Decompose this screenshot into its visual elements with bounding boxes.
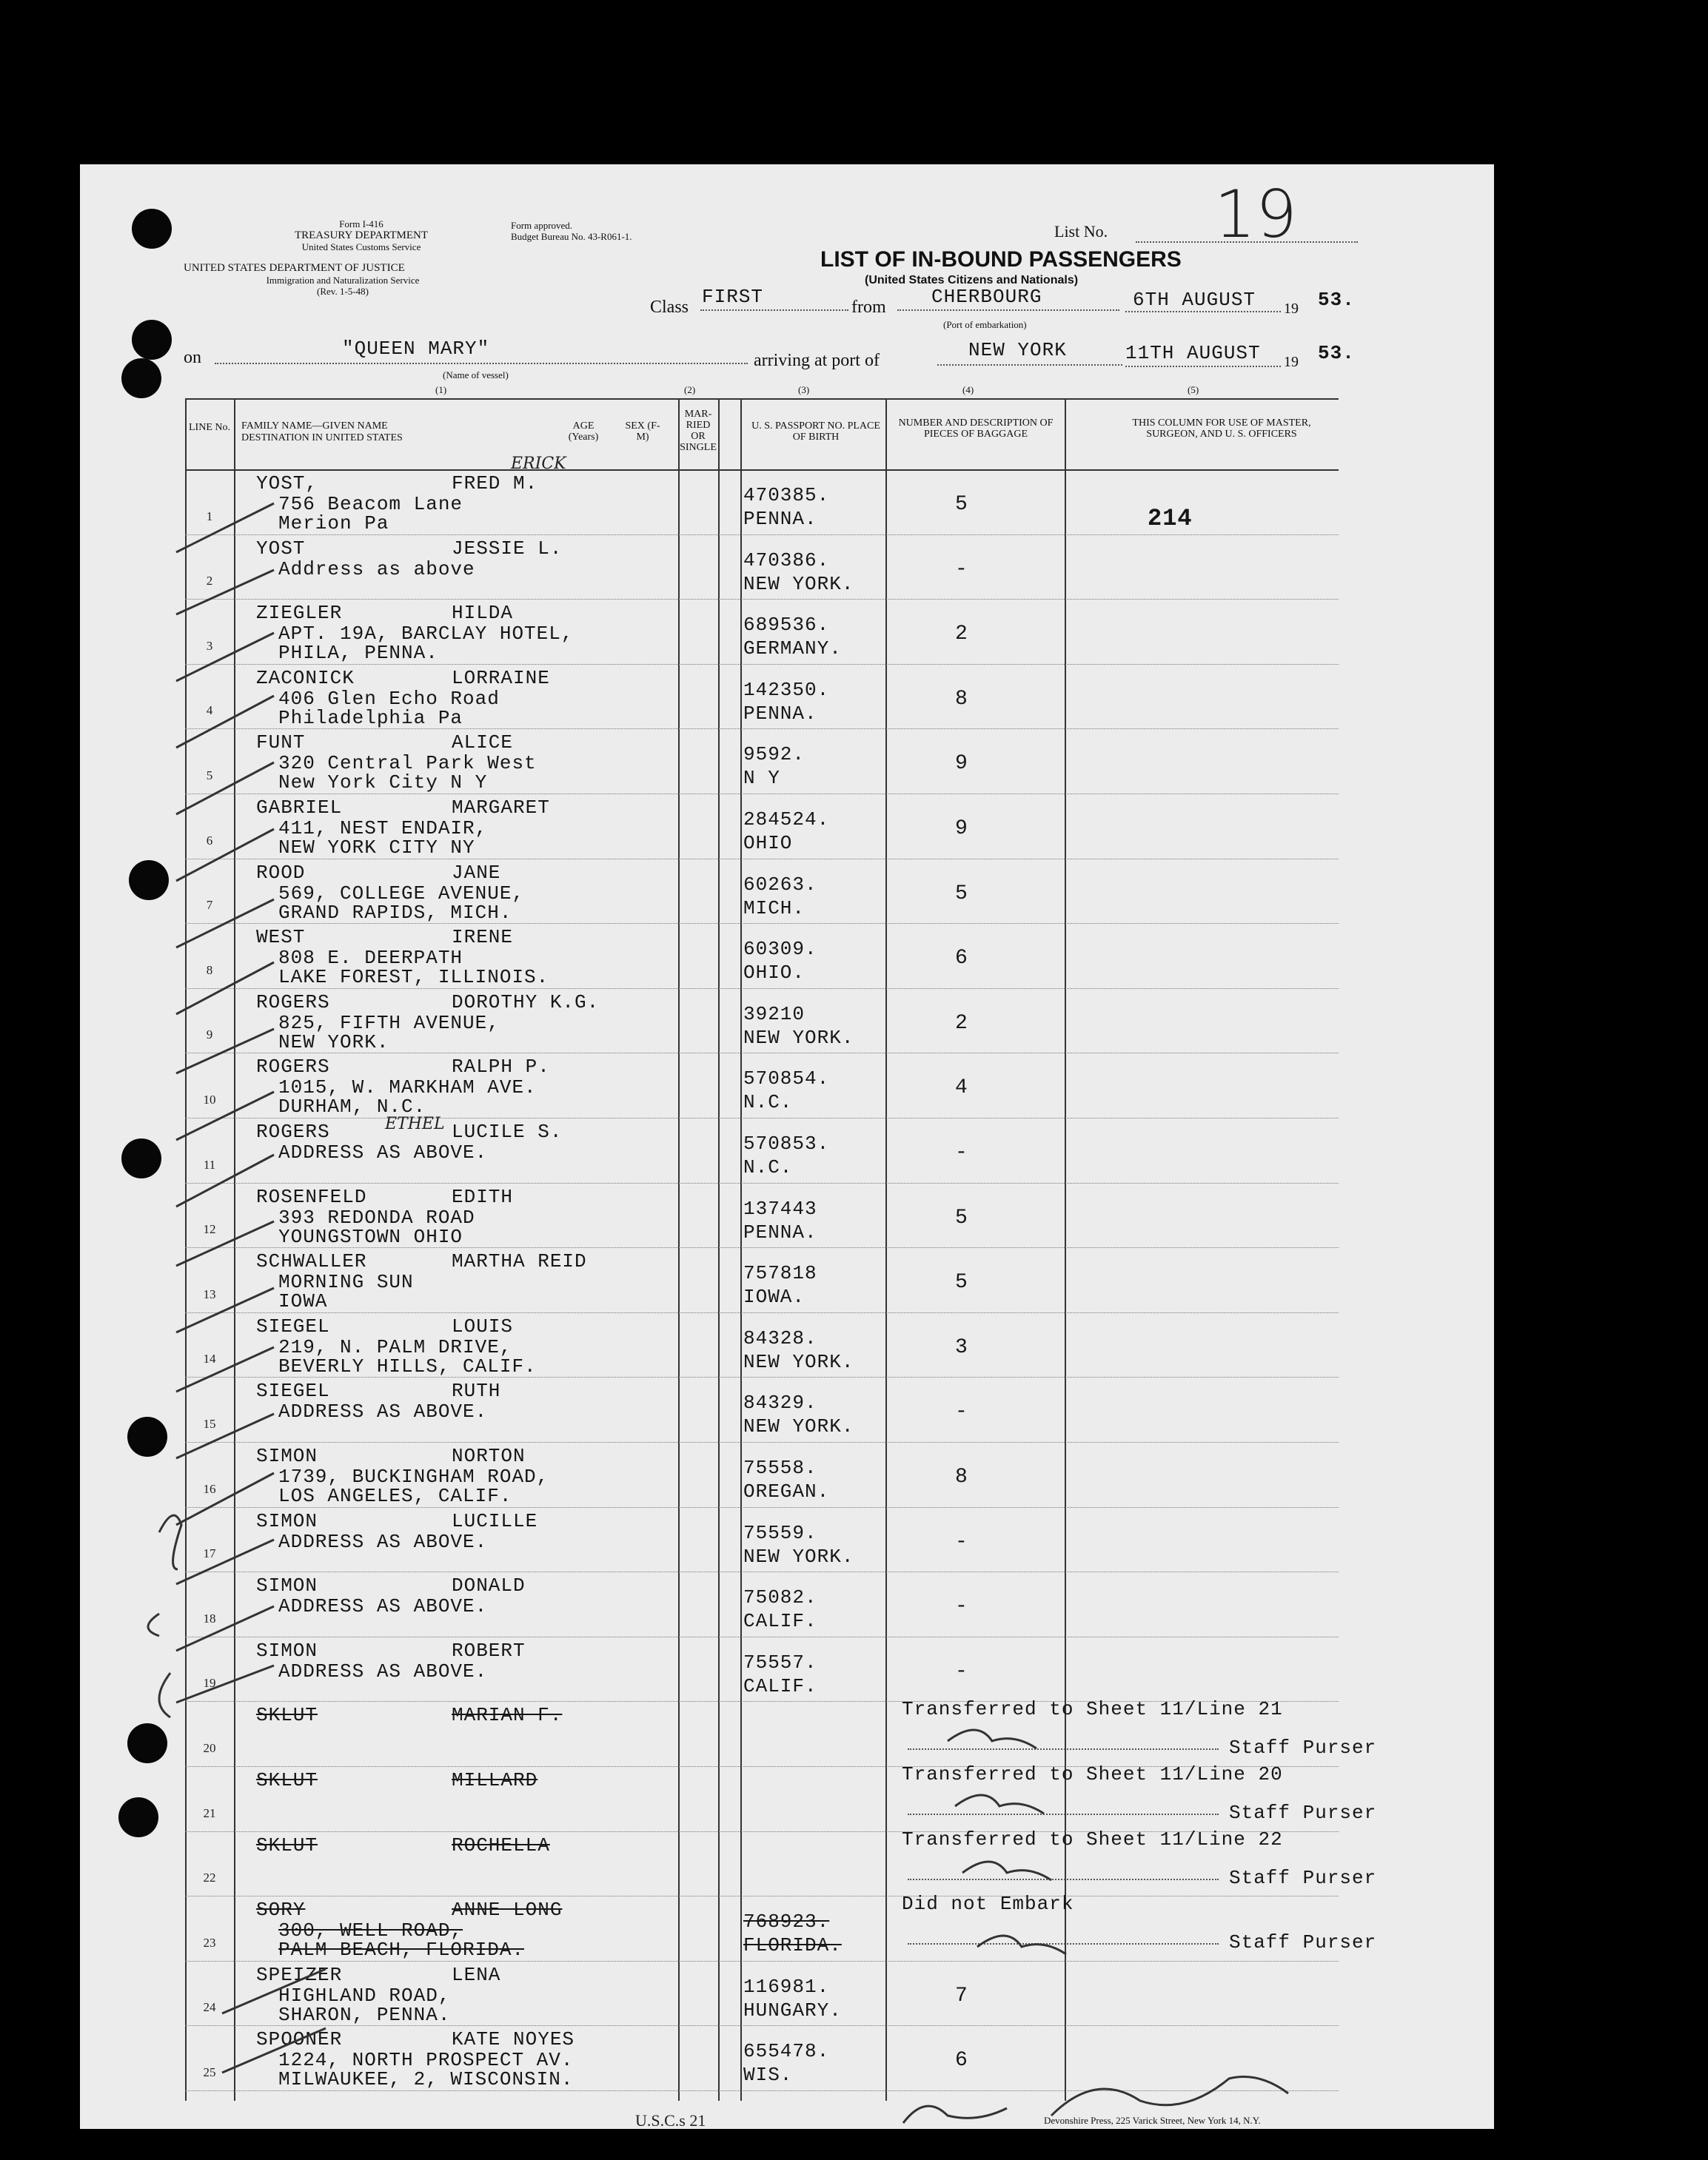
list-number: 19 — [1214, 176, 1297, 252]
family-name: SIMON — [256, 1445, 318, 1467]
header-officers: THIS COLUMN FOR USE OF MASTER, SURGEON, AND U. S. OFFICERS — [1132, 417, 1311, 440]
given-name: MARTHA REID — [452, 1250, 587, 1273]
baggage-count: 5 — [955, 1271, 968, 1295]
place-of-birth: HUNGARY. — [743, 1999, 842, 2022]
family-name: SIMON — [256, 1574, 318, 1597]
footer-printer: Devonshire Press, 225 Varick Street, New York 14, N.Y. — [1044, 2115, 1261, 2126]
port-caption: (Port of embarkation) — [943, 319, 1027, 330]
baggage-count: - — [955, 1660, 968, 1683]
header-baggage: NUMBER AND DESCRIPTION OF PIECES OF BAGGAGE — [898, 417, 1054, 440]
line-number: 9 — [206, 1027, 213, 1042]
baggage-count: 4 — [955, 1076, 968, 1100]
address-line-1: MORNING SUN — [278, 1271, 414, 1294]
transfer-note: Transferred to Sheet 11/Line 21 — [902, 1698, 1283, 1721]
header-passport: U. S. PASSPORT NO. PLACE OF BIRTH — [751, 420, 880, 443]
passport-no: 39210 — [743, 1002, 806, 1025]
address-line-2: IOWA — [278, 1290, 328, 1313]
family-name: SIEGEL — [256, 1380, 330, 1403]
family-name: ROOD — [256, 861, 306, 884]
address-line-1: 406 Glen Echo Road — [278, 687, 500, 710]
family-name: FUNT — [256, 731, 306, 754]
baggage-count: 3 — [955, 1335, 968, 1359]
baggage-count: 5 — [955, 1206, 968, 1230]
family-name: SCHWALLER — [256, 1250, 367, 1273]
baggage-count: 9 — [955, 817, 968, 840]
place-of-birth: N Y — [743, 767, 780, 790]
baggage-count: - — [955, 1141, 968, 1164]
address-line-2: YOUNGSTOWN OHIO — [278, 1225, 463, 1248]
line-number: 24 — [203, 2000, 216, 2015]
line-number: 18 — [203, 1611, 216, 1626]
form-number: Form I-416 — [339, 218, 384, 229]
line-number: 13 — [203, 1287, 216, 1301]
transfer-note: Transferred to Sheet 11/Line 22 — [902, 1828, 1283, 1851]
baggage-count: 2 — [955, 1011, 968, 1035]
family-name: ROSENFELD — [256, 1185, 367, 1208]
port-of-embarkation: CHERBOURG — [931, 286, 1042, 308]
address-line-1: 1739, BUCKINGHAM ROAD, — [278, 1466, 549, 1488]
family-name: SKLUT — [256, 1834, 318, 1857]
given-name: IRENE — [452, 926, 514, 949]
line-number: 25 — [203, 2065, 216, 2079]
line-number: 21 — [203, 1805, 216, 1820]
place-of-birth: GERMANY. — [743, 637, 842, 660]
baggage-count: - — [955, 1595, 968, 1619]
given-name: LUCILLE — [452, 1509, 538, 1532]
staff-purser: Staff Purser — [1229, 1737, 1377, 1760]
given-name: RALPH P. — [452, 1056, 550, 1079]
header-name: FAMILY NAME—GIVEN NAME — [241, 420, 388, 432]
address-line-1: Address as above — [278, 557, 475, 580]
ins-service: Immigration and Naturalization Service — [266, 275, 420, 286]
address-line-2: LOS ANGELES, CALIF. — [278, 1485, 512, 1507]
on-label: on — [184, 348, 201, 367]
place-of-birth: CALIF. — [743, 1674, 817, 1697]
departure-year-prefix: 19 — [1284, 301, 1299, 317]
given-name: LUCILE S. — [452, 1121, 563, 1143]
address-line-2: GRAND RAPIDS, MICH. — [278, 901, 512, 924]
arrival-year-prefix: 19 — [1284, 354, 1299, 370]
passport-no: 470385. — [743, 484, 830, 506]
passport-no: 84328. — [743, 1326, 817, 1349]
header-destination: DESTINATION IN UNITED STATES — [241, 432, 403, 443]
place-of-birth: OREGAN. — [743, 1480, 830, 1503]
staff-purser: Staff Purser — [1229, 1802, 1377, 1824]
given-name: KATE NOYES — [452, 2028, 575, 2051]
vessel-caption: (Name of vessel) — [443, 369, 509, 380]
line-number: 17 — [203, 1546, 216, 1561]
handwritten-annotation: ETHEL — [385, 1115, 445, 1133]
class-label: Class — [650, 298, 689, 317]
line-number: 3 — [206, 638, 213, 653]
address-line-1: 569, COLLEGE AVENUE, — [278, 882, 525, 905]
line-number: 23 — [203, 1935, 216, 1950]
list-no-label: List No. — [1054, 222, 1108, 241]
place-of-birth: FLORIDA. — [743, 1934, 842, 1957]
form-subtitle: (United States Citizens and Nationals) — [865, 274, 1079, 286]
handwritten-annotation: ERICK — [511, 455, 566, 473]
baggage-count: 2 — [955, 623, 968, 646]
given-name: RUTH — [452, 1380, 501, 1403]
line-number: 20 — [203, 1740, 216, 1755]
place-of-birth: N.C. — [743, 1091, 793, 1114]
header-line-no: LINE No. — [189, 422, 230, 433]
header-married: MAR-RIED OR SINGLE — [680, 409, 717, 453]
header-sex: SEX (F-M) — [625, 420, 660, 443]
line-number: 10 — [203, 1092, 216, 1107]
passport-no: 768923. — [743, 1911, 830, 1933]
baggage-count: 8 — [955, 687, 968, 711]
given-name: ROBERT — [452, 1639, 526, 1662]
from-label: from — [851, 298, 886, 317]
line-number: 1 — [206, 509, 213, 523]
family-name: SPOONER — [256, 2028, 343, 2051]
baggage-count: 9 — [955, 752, 968, 776]
given-name: ALICE — [452, 731, 514, 754]
departure-year: 53. — [1318, 289, 1355, 311]
address-line-2: PHILA, PENNA. — [278, 642, 438, 665]
address-line-2: NEW YORK CITY NY — [278, 836, 475, 859]
address-line-1: ADDRESS AS ABOVE. — [278, 1401, 488, 1423]
col-num-4: (4) — [962, 384, 974, 395]
line-number: 11 — [203, 1157, 216, 1172]
family-name: ROGERS — [256, 990, 330, 1013]
family-name: SKLUT — [256, 1704, 318, 1727]
line-number: 15 — [203, 1416, 216, 1431]
place-of-birth: MICH. — [743, 896, 806, 919]
address-line-1: 756 Beacom Lane — [278, 493, 463, 515]
customs-service: United States Customs Service — [301, 241, 421, 252]
baggage-count: - — [955, 1401, 968, 1424]
passport-no: 689536. — [743, 614, 830, 637]
footer-code: U.S.C.s 21 — [635, 2111, 706, 2130]
family-name: SIEGEL — [256, 1315, 330, 1338]
passport-no: 142350. — [743, 678, 830, 701]
given-name: DOROTHY K.G. — [452, 990, 600, 1013]
staff-purser: Staff Purser — [1229, 1866, 1377, 1889]
family-name: ROGERS — [256, 1121, 330, 1143]
baggage-count: 5 — [955, 493, 968, 516]
family-name: SORY — [256, 1899, 306, 1922]
line-number: 14 — [203, 1352, 216, 1366]
address-line-1: HIGHLAND ROAD, — [278, 1984, 451, 2007]
family-name: ROGERS — [256, 1056, 330, 1079]
place-of-birth: PENNA. — [743, 702, 817, 725]
place-of-birth: NEW YORK. — [743, 572, 854, 595]
address-line-1: 808 E. DEERPATH — [278, 947, 463, 970]
address-line-1: 300, WELL ROAD, — [278, 1919, 463, 1942]
arrival-year: 53. — [1318, 342, 1355, 364]
passport-no: 284524. — [743, 808, 830, 831]
address-line-1: APT. 19A, BARCLAY HOTEL, — [278, 623, 574, 645]
place-of-birth: PENNA. — [743, 1221, 817, 1244]
given-name: MILLARD — [452, 1769, 538, 1791]
passport-no: 470386. — [743, 549, 830, 571]
family-name: SKLUT — [256, 1769, 318, 1791]
passport-no: 570854. — [743, 1067, 830, 1090]
line-number: 22 — [203, 1871, 216, 1885]
baggage-count: - — [955, 1530, 968, 1554]
address-line-2: New York City N Y — [278, 771, 488, 794]
family-name: YOST, — [256, 472, 318, 494]
place-of-birth: N.C. — [743, 1156, 793, 1178]
line-number: 8 — [206, 962, 213, 977]
line-number: 7 — [206, 898, 213, 913]
address-line-2: PALM BEACH, FLORIDA. — [278, 1939, 525, 1962]
place-of-birth: IOWA. — [743, 1286, 806, 1309]
passport-no: 116981. — [743, 1975, 830, 1998]
place-of-birth: NEW YORK. — [743, 1350, 854, 1373]
given-name: JANE — [452, 861, 501, 884]
address-line-1: 393 REDONDA ROAD — [278, 1206, 475, 1229]
given-name: MARGARET — [452, 796, 550, 819]
place-of-birth: NEW YORK. — [743, 1545, 854, 1568]
address-line-2: LAKE FOREST, ILLINOIS. — [278, 966, 549, 989]
family-name: SIMON — [256, 1509, 318, 1532]
given-name: LENA — [452, 1963, 501, 1986]
baggage-count: 6 — [955, 2049, 968, 2073]
revision: (Rev. 1-5-48) — [317, 286, 369, 297]
treasury-dept: TREASURY DEPARTMENT — [294, 229, 429, 241]
address-line-1: 1224, NORTH PROSPECT AV. — [278, 2049, 574, 2072]
form-approved: Form approved. — [511, 220, 573, 231]
passport-no: 75557. — [743, 1651, 817, 1674]
place-of-birth: NEW YORK. — [743, 1415, 854, 1438]
arrival-date: 11TH AUGUST — [1125, 342, 1261, 364]
line-number: 5 — [206, 768, 213, 782]
passport-no: 570853. — [743, 1133, 830, 1155]
staff-purser: Staff Purser — [1229, 1931, 1377, 1954]
passport-no: 75558. — [743, 1457, 817, 1479]
address-line-1: ADDRESS AS ABOVE. — [278, 1660, 488, 1683]
address-line-1: 1015, W. MARKHAM AVE. — [278, 1076, 537, 1099]
given-name: HILDA — [452, 602, 514, 625]
given-name: ROCHELLA — [452, 1834, 550, 1857]
passport-no: 75082. — [743, 1586, 817, 1609]
header-age: AGE (Years) — [568, 420, 599, 443]
given-name: LOUIS — [452, 1315, 514, 1338]
passport-no: 757818 — [743, 1262, 817, 1285]
departure-date: 6TH AUGUST — [1133, 289, 1256, 311]
address-line-1: 411, NEST ENDAIR, — [278, 817, 488, 839]
address-line-2: DURHAM, N.C. — [278, 1096, 426, 1118]
address-line-1: ADDRESS AS ABOVE. — [278, 1595, 488, 1618]
passport-no: 60309. — [743, 938, 817, 961]
passport-no: 9592. — [743, 743, 806, 766]
line-number: 16 — [203, 1481, 216, 1496]
address-line-2: Merion Pa — [278, 512, 389, 534]
class-value: FIRST — [702, 286, 764, 308]
address-line-1: ADDRESS AS ABOVE. — [278, 1530, 488, 1553]
given-name: DONALD — [452, 1574, 526, 1597]
family-name: YOST — [256, 537, 306, 560]
address-line-1: ADDRESS AS ABOVE. — [278, 1141, 488, 1164]
address-line-2: MILWAUKEE, 2, WISCONSIN. — [278, 2068, 574, 2091]
passport-no: 655478. — [743, 2040, 830, 2063]
line-number: 12 — [203, 1222, 216, 1237]
place-of-birth: OHIO. — [743, 962, 806, 985]
line-number: 19 — [203, 1676, 216, 1691]
given-name: FRED M. — [452, 472, 538, 494]
address-line-2: BEVERLY HILLS, CALIF. — [278, 1355, 537, 1378]
family-name: WEST — [256, 926, 306, 949]
family-name: ZACONICK — [256, 666, 355, 689]
family-name: SPEIZER — [256, 1963, 343, 1986]
place-of-birth: NEW YORK. — [743, 1026, 854, 1049]
baggage-count: - — [955, 557, 968, 581]
baggage-count: 5 — [955, 882, 968, 905]
passport-no: 60263. — [743, 873, 817, 896]
family-name: GABRIEL — [256, 796, 343, 819]
address-line-2: SHARON, PENNA. — [278, 2003, 451, 2026]
col-num-3: (3) — [798, 384, 810, 395]
transfer-note: Transferred to Sheet 11/Line 20 — [902, 1763, 1283, 1785]
given-name: EDITH — [452, 1185, 514, 1208]
address-line-1: 320 Central Park West — [278, 752, 537, 775]
line-number: 4 — [206, 703, 213, 718]
col-num-2: (2) — [684, 384, 696, 395]
address-line-1: 219, N. PALM DRIVE, — [278, 1335, 512, 1358]
given-name: ANNE LONG — [452, 1899, 563, 1922]
passport-no: 84329. — [743, 1392, 817, 1415]
baggage-count: 7 — [955, 1984, 968, 2008]
family-name: SIMON — [256, 1639, 318, 1662]
given-name: NORTON — [452, 1445, 526, 1467]
baggage-count: 6 — [955, 947, 968, 970]
address-line-2: NEW YORK. — [278, 1030, 389, 1053]
place-of-birth: CALIF. — [743, 1610, 817, 1633]
col-num-1: (1) — [435, 384, 447, 395]
place-of-birth: WIS. — [743, 2064, 793, 2087]
family-name: ZIEGLER — [256, 602, 343, 625]
given-name: LORRAINE — [452, 666, 550, 689]
officer-number: 214 — [1148, 505, 1193, 532]
place-of-birth: OHIO — [743, 832, 793, 854]
line-number: 6 — [206, 833, 213, 848]
address-line-1: 825, FIFTH AVENUE, — [278, 1011, 500, 1034]
place-of-birth: PENNA. — [743, 508, 817, 530]
baggage-count: 8 — [955, 1466, 968, 1489]
form-title: LIST OF IN-BOUND PASSENGERS — [820, 247, 1182, 272]
address-line-2: Philadelphia Pa — [278, 706, 463, 729]
passport-no: 137443 — [743, 1197, 817, 1220]
passport-no: 75559. — [743, 1521, 817, 1544]
budget-bureau: Budget Bureau No. 43-R061-1. — [511, 231, 632, 242]
line-number: 2 — [206, 574, 213, 588]
vessel-name: "QUEEN MARY" — [342, 338, 490, 360]
transfer-note: Did not Embark — [902, 1893, 1074, 1916]
arriving-label: arriving at port of — [754, 351, 880, 370]
arrival-port: NEW YORK — [968, 339, 1067, 361]
given-name: JESSIE L. — [452, 537, 563, 560]
col-num-5: (5) — [1188, 384, 1199, 395]
given-name: MARIAN F. — [452, 1704, 563, 1727]
justice-dept: UNITED STATES DEPARTMENT OF JUSTICE — [184, 262, 405, 274]
